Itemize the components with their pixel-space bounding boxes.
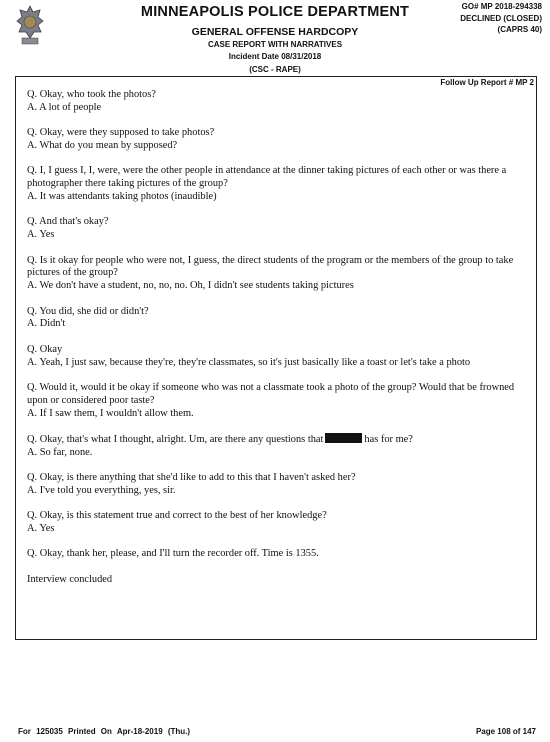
question: Q. Okay, is there anything that she'd like to add to this that I haven't asked her?: [27, 472, 356, 484]
answer: A. Didn't: [27, 318, 66, 330]
question: Q. Okay, thank her, please, and I'll turn the recorder off. Time is 1355.: [27, 548, 319, 560]
answer: A. I've told you everything, yes, sir.: [27, 484, 176, 496]
qa-pair: [27, 344, 532, 370]
closing-line: [27, 574, 532, 587]
answer: A. A lot of people: [27, 101, 102, 113]
question: Q. Is it okay for people who were not, I guess, the direct students of the program or the members of the group to take pictures of the group?: [27, 254, 514, 279]
case-status: DECLINED (CLOSED): [460, 13, 542, 23]
go-number: GO# MP 2018-294338: [461, 2, 542, 11]
answer: A. So far, none.: [27, 446, 93, 458]
question: Q. Okay, is this statement true and correct to the best of her knowledge?: [27, 510, 327, 522]
page-number: Page 108 of 147: [475, 727, 536, 736]
qa-pair: [27, 255, 532, 293]
question-end: has for me?: [364, 433, 413, 445]
question: Q. And that's okay?: [27, 216, 109, 228]
question: [27, 433, 532, 447]
qa-pair: [27, 165, 532, 203]
offense-type: (CSC - RAPE): [249, 65, 301, 74]
print-info: For 125035 Printed On Apr-18-2019 (Thu.): [18, 727, 191, 736]
report-header: [120, 3, 430, 76]
qa-pair: [27, 433, 532, 460]
question: Q. Would it, would it be okay if someone who was not a classmate took a photo of the group? Would that be frowned upon or considered poor taste?: [27, 381, 515, 406]
qa-pair: [27, 216, 532, 242]
report-type: CASE REPORT WITH NARRATIVES: [207, 40, 343, 49]
answer: A. What do you mean by supposed?: [27, 139, 178, 151]
question: Q. Okay: [27, 343, 63, 355]
case-info: [460, 1, 542, 36]
question: Q. Okay, who took the photos?: [27, 89, 156, 100]
answer: A. We don't have a student, no, no, no. Oh, I didn't see students taking pictures: [27, 280, 354, 292]
qa-pair: [27, 127, 532, 153]
narrative-box: [15, 76, 537, 640]
answer: A. It was attendants taking photos (inaudible): [27, 190, 217, 202]
report-subtitle: GENERAL OFFENSE HARDCOPY: [191, 26, 359, 38]
question: Q. I, I guess I, I, were, were the other people in attendance at the dinner taking pictures of each other or was there a photographer there taking pictures of the group?: [27, 165, 507, 190]
question: Q. You did, she did or didn't?: [27, 305, 149, 317]
qa-pair: [27, 382, 532, 420]
redaction-block: [325, 433, 362, 443]
closing-text: Interview concluded: [27, 573, 113, 585]
answer: A. Yes: [27, 229, 55, 241]
department-name: MINNEAPOLIS POLICE DEPARTMENT: [140, 4, 410, 20]
answer: A. Yes: [27, 523, 55, 535]
answer: A. Yeah, I just saw, because they're, they're classmates, so it's just basically like a toast or let's take a photo: [27, 356, 471, 368]
followup-report-number: Follow Up Report # MP 2: [440, 78, 534, 87]
answer: A. If I saw them, I wouldn't allow them.: [27, 407, 194, 419]
police-badge-icon: [16, 5, 44, 49]
qa-pair: [27, 89, 532, 115]
qa-pair: [27, 510, 532, 536]
caprs-code: (CAPRS 40): [497, 25, 542, 34]
question: Q. Okay, were they supposed to take photos?: [27, 127, 215, 139]
qa-pair: [27, 306, 532, 332]
qa-pair: [27, 472, 532, 498]
interview-transcript: [27, 89, 532, 599]
qa-pair: [27, 548, 532, 561]
question-start: Q. Okay, that's what I thought, alright. Um, are there any questions that: [27, 433, 324, 445]
incident-date: Incident Date 08/31/2018: [228, 51, 322, 61]
